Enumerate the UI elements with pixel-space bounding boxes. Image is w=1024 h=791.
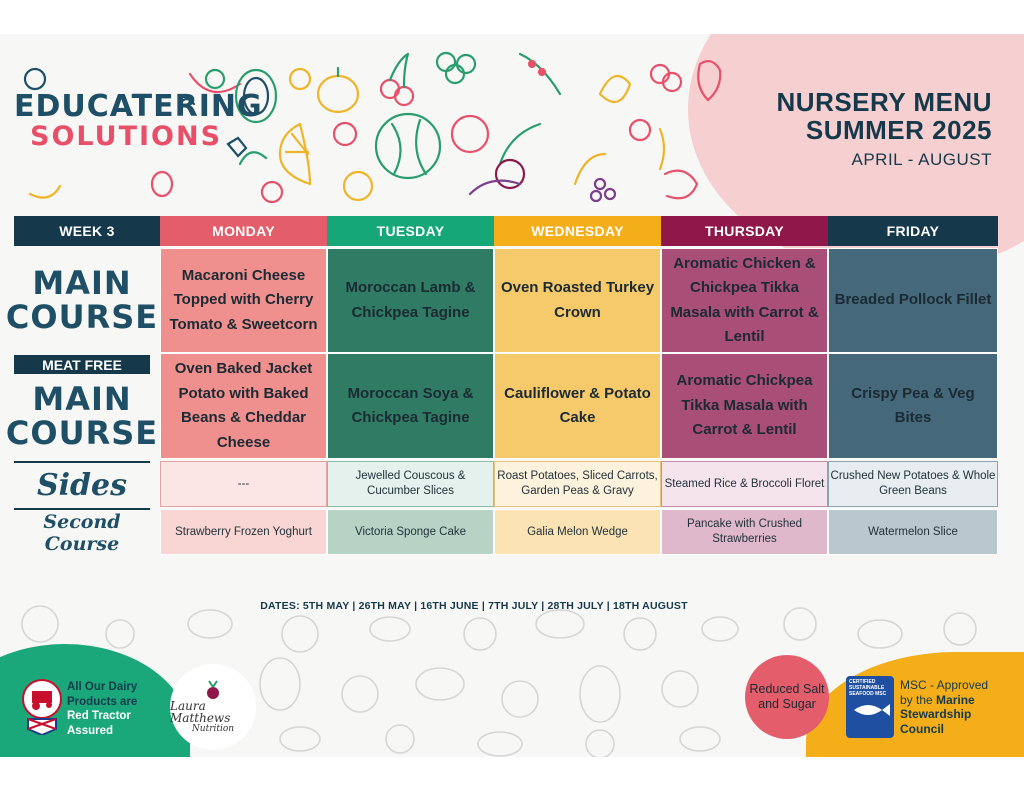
laura-matthews-nutrition-logo: [170, 664, 256, 750]
menu-title-block: [777, 88, 992, 170]
logo-line-1: EDUCATERING: [14, 89, 263, 124]
row-label-course-word-2: COURSE: [5, 414, 159, 452]
nutrition-logo-line-2: Nutrition: [191, 724, 235, 734]
day-header-thursday: THURSDAY: [661, 216, 828, 246]
sides-monday: ---: [160, 461, 327, 507]
menu-period: APRIL - AUGUST: [851, 150, 992, 169]
row-label-main-course: [5, 248, 159, 352]
dairy-bold-text: Red Tractor: [67, 710, 131, 722]
menu-sheet: [0, 34, 1024, 757]
msc-bold-1: Marine: [936, 692, 975, 707]
menu-title-line-2: SUMMER 2025: [805, 115, 992, 145]
meat-free-friday: Crispy Pea & Veg Bites: [828, 353, 998, 459]
red-tractor-statement: [67, 680, 177, 738]
reduced-salt-sugar-badge: [745, 655, 829, 739]
meat-free-thursday: Aromatic Chickpea Tikka Masala with Carrot & Lentil: [661, 353, 828, 459]
meat-free-tuesday: Moroccan Soya & Chickpea Tagine: [327, 353, 494, 459]
day-header-monday: MONDAY: [160, 216, 327, 246]
meat-free-badge: MEAT FREE: [14, 355, 150, 374]
fish-icon: [846, 700, 894, 720]
main-course-thursday: Aromatic Chicken & Chickpea Tikka Masala with Carrot & Lentil: [661, 248, 828, 353]
day-header-friday: FRIDAY: [828, 216, 998, 246]
row-divider: [14, 461, 150, 463]
second-course-friday: Watermelon Slice: [828, 509, 998, 555]
week-label: WEEK 3: [14, 216, 160, 246]
msc-statement: [900, 678, 1024, 736]
main-course-wednesday: Oven Roasted Turkey Crown: [494, 248, 661, 353]
nutrition-logo-line-1: Laura Matthews: [170, 699, 231, 725]
dairy-text-2: Products are: [67, 695, 138, 708]
dairy-text: All Our Dairy: [67, 681, 138, 693]
day-header-wednesday: WEDNESDAY: [494, 216, 661, 246]
reduced-salt-sugar-text: Reduced Salt and Sugar: [749, 682, 825, 711]
msc-badge-text: CERTIFIED SUSTAINABLE SEAFOOD MSC: [849, 679, 887, 697]
row-divider: [14, 508, 150, 510]
sides-thursday: Steamed Rice & Broccoli Floret: [661, 461, 828, 507]
row-label-main-word-2: MAIN: [32, 380, 132, 418]
second-course-wednesday: Galia Melon Wedge: [494, 509, 661, 555]
educatering-logo: [14, 89, 263, 152]
logo-line-2: SOLUTIONS: [30, 121, 223, 152]
second-course-thursday: Pancake with Crushed Strawberries: [661, 509, 828, 555]
main-course-friday: Breaded Pollock Fillet: [828, 248, 998, 353]
beetroot-icon: [202, 680, 224, 700]
msc-text-2: by the: [900, 692, 933, 707]
second-course-tuesday: Victoria Sponge Cake: [327, 509, 494, 555]
dairy-bold-text-2: Assured: [67, 724, 114, 737]
main-course-tuesday: Moroccan Lamb & Chickpea Tagine: [327, 248, 494, 353]
meat-free-monday: Oven Baked Jacket Potato with Baked Beans & Cheddar Cheese: [160, 353, 327, 459]
row-label-main-word: MAIN: [32, 264, 132, 302]
msc-logo-icon: [846, 676, 894, 738]
menu-title-line-1: NURSERY MENU: [776, 87, 992, 117]
msc-bold-2: Stewardship: [900, 707, 972, 721]
day-header-tuesday: TUESDAY: [327, 216, 494, 246]
row-label-course-word: COURSE: [5, 298, 159, 336]
row-label-meat-free-main-course: [5, 376, 159, 456]
msc-bold-3: Council: [900, 721, 944, 736]
row-label-sides: Sides: [36, 467, 127, 503]
msc-text: MSC - Approved: [900, 678, 989, 692]
red-tractor-logo-icon: [22, 679, 62, 735]
sides-wednesday: Roast Potatoes, Sliced Carrots, Garden Peas & Gravy: [494, 461, 661, 507]
main-course-monday: Macaroni Cheese Topped with Cherry Tomato & Sweetcorn: [160, 248, 327, 353]
second-course-monday: Strawberry Frozen Yoghurt: [160, 509, 327, 555]
serving-dates: DATES: 5TH MAY | 26TH MAY | 16TH JUNE | 7TH JULY | 28TH JULY | 18TH AUGUST: [260, 600, 688, 612]
row-label-second-course: Second Course: [43, 511, 121, 555]
sides-friday: Crushed New Potatoes & Whole Green Beans: [828, 461, 998, 507]
meat-free-wednesday: Cauliflower & Potato Cake: [494, 353, 661, 459]
sides-tuesday: Jewelled Couscous & Cucumber Slices: [327, 461, 494, 507]
